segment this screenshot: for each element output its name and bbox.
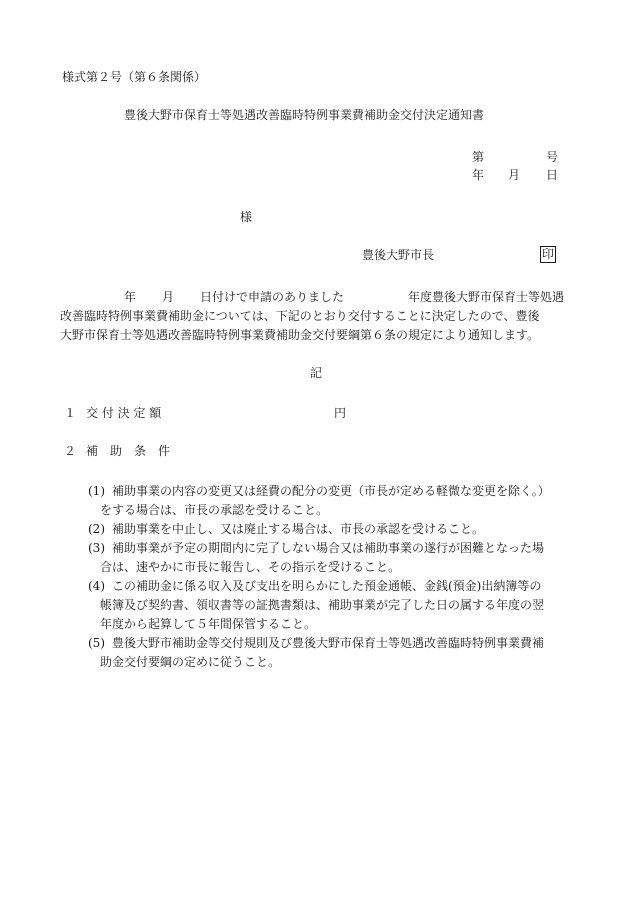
- condition-3-num: (3): [88, 541, 105, 555]
- condition-4-line3: 年度から起算して５年間保管すること。: [100, 617, 317, 631]
- condition-2-num: (2): [88, 522, 105, 536]
- sender-name: 豊後大野市長: [362, 248, 435, 262]
- number-suffix: 号: [546, 150, 559, 164]
- ki-heading: 記: [310, 366, 323, 380]
- section2-label: 補 助 条 件: [86, 444, 171, 458]
- condition-5-line1: 豊後大野市補助金等交付規則及び豊後大野市保育士等処遇改善臨時特例事業費補: [112, 636, 545, 650]
- body-line-3: 大野市保育士等処遇改善臨時特例事業費補助金交付要綱第６条の規定により通知します。: [60, 328, 540, 342]
- condition-2-line1: 補助事業を中止し、又は廃止する場合は、市長の承認を受けること。: [112, 522, 485, 536]
- seal-mark: 印: [542, 247, 555, 261]
- section2-number: ２: [64, 444, 77, 458]
- condition-4-num: (4): [88, 579, 105, 593]
- condition-4-line2: 帳簿及び契約書、領収書等の証拠書類は、補助事業が完了した日の属する年度の翌: [100, 598, 545, 612]
- section1-number: １: [64, 406, 77, 420]
- condition-3-line2: 合は、速やかに市長に報告し、その指示を受けること。: [100, 560, 401, 574]
- condition-4-line1: この補助金に係る収入及び支出を明らかにした預金通帳、金銭(預金)出納簿等の: [112, 579, 542, 593]
- addressee-honorific: 様: [240, 210, 253, 224]
- date-day: 日: [546, 168, 559, 182]
- section1-unit: 円: [334, 406, 347, 420]
- condition-1-num: (1): [88, 484, 105, 498]
- document-title: 豊後大野市保育士等処遇改善臨時特例事業費補助金交付決定通知書: [124, 108, 485, 122]
- condition-1-line1: 補助事業の内容の変更又は経費の配分の変更（市長が定める軽微な変更を除く。）: [112, 484, 550, 498]
- date-month: 月: [508, 168, 521, 182]
- body-year: 年: [124, 290, 137, 304]
- body-month: 月: [162, 290, 175, 304]
- condition-5-line2: 助金交付要綱の定めに従うこと。: [100, 655, 281, 669]
- date-year: 年: [472, 168, 485, 182]
- body-line-2: 改善臨時特例事業費補助金については、下記のとおり交付することに決定したので、豊後: [60, 309, 540, 323]
- number-prefix: 第: [472, 150, 485, 164]
- body-text-b: 年度豊後大野市保育士等処遇: [408, 290, 565, 304]
- condition-5-num: (5): [88, 636, 105, 650]
- section1-label: 交 付 決 定 額: [86, 406, 162, 420]
- body-text-a: 日付けで申請のありました: [200, 290, 345, 304]
- form-label: 様式第２号（第６条関係）: [62, 70, 207, 84]
- condition-1-line2: をする場合は、市長の承認を受けること。: [100, 503, 329, 517]
- condition-3-line1: 補助事業が予定の期間内に完了しない場合又は補助事業の遂行が困難となった場: [112, 541, 545, 555]
